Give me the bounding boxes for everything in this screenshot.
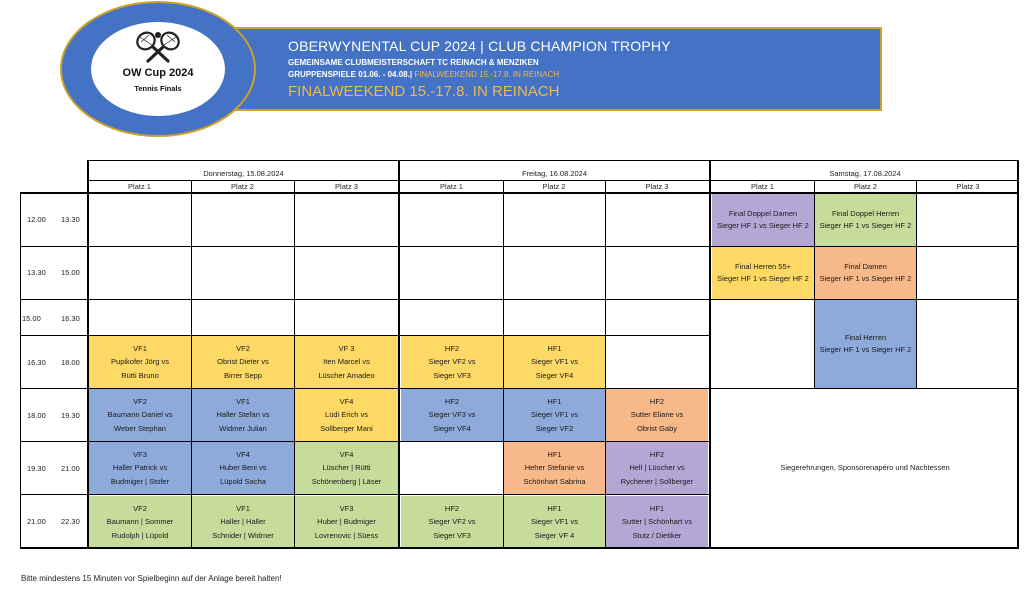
match-line: Baumann Daniel vs — [107, 410, 173, 420]
schedule-table — [20, 160, 1019, 549]
time-start: 19.30 — [27, 464, 46, 473]
grid-line — [814, 180, 815, 389]
time-start: 12.00 — [27, 215, 46, 224]
match-line: Schnider | Widmer — [212, 530, 274, 540]
crossed-tennis-rackets-icon — [126, 30, 190, 66]
grid-line — [1017, 160, 1019, 549]
tournament-subtitle: GEMEINSAME CLUBMEISTERSCHAFT TC REINACH & MENZIKEN — [288, 58, 539, 67]
match-round: VF2 — [133, 503, 147, 513]
grid-line — [916, 180, 917, 389]
match-cell — [295, 336, 398, 388]
ceremony-note: Siegerehrungen, Sponsorenapéro und Nachtessen — [780, 463, 950, 472]
match-line: Sollberger Mani — [320, 423, 373, 433]
final-pairing: Sieger HF 1 vs Sieger HF 2 — [717, 274, 809, 283]
match-line: Lüdi Erich vs — [325, 410, 368, 420]
final-title: Final Doppel Damen — [728, 208, 798, 218]
match-line: Rütti Bruno — [121, 370, 159, 380]
match-line: Lovrenovic | Süess — [314, 530, 379, 540]
match-cell — [401, 389, 503, 441]
final-weekend-small-text: FINALWEEKEND 15.-17.8. IN REINACH — [414, 70, 560, 79]
match-cell — [606, 389, 708, 441]
match-line: Schönhart Sabrina — [523, 476, 586, 486]
court-header: Platz 2 — [231, 182, 254, 191]
time-start: 16.30 — [27, 358, 46, 367]
match-round: HF1 — [547, 449, 562, 459]
day-header: Donnerstag, 15.08.2024 — [203, 169, 284, 178]
match-line: Lüscher Amadeo — [318, 370, 375, 380]
final-pairing: Sieger HF 1 vs Sieger HF 2 — [819, 220, 912, 230]
match-cell — [192, 496, 294, 548]
grid-line — [20, 192, 21, 549]
court-header: Platz 2 — [542, 182, 566, 191]
court-header: Platz 3 — [645, 182, 669, 191]
match-cell — [295, 442, 398, 494]
match-cell — [401, 336, 503, 388]
court-header: Platz 2 — [854, 182, 877, 191]
match-cell — [89, 336, 191, 388]
grid-line — [20, 246, 1019, 247]
grid-line — [20, 547, 1019, 549]
match-round: VF4 — [339, 396, 354, 406]
match-round: HF1 — [547, 503, 562, 513]
time-end: 13.30 — [61, 215, 80, 224]
match-cell — [504, 336, 605, 388]
grid-line — [709, 160, 711, 549]
grid-line — [87, 160, 89, 549]
match-round: VF2 — [133, 396, 147, 406]
final-title: Final Herren 55+ — [734, 262, 792, 271]
grid-line — [191, 180, 192, 549]
match-line: Sieger VF4 — [433, 423, 471, 433]
final-pairing: Sieger HF 1 vs Sieger HF 2 — [717, 220, 809, 230]
match-round: VF4 — [236, 449, 250, 459]
match-round: VF3 — [133, 449, 147, 459]
match-round: HF2 — [444, 503, 460, 513]
logo — [91, 22, 225, 116]
time-start: 13.30 — [27, 268, 46, 277]
match-line: Sutter Eliane vs — [630, 410, 684, 420]
match-cell — [504, 389, 605, 441]
time-start: 18.00 — [27, 411, 46, 420]
grid-line — [20, 299, 1019, 300]
match-cell — [606, 442, 708, 494]
grid-line — [20, 441, 711, 442]
header-banner — [148, 27, 882, 111]
time-end: 15.00 — [61, 268, 80, 277]
grid-line — [294, 180, 295, 549]
tournament-title: OBERWYNENTAL CUP 2024 | CLUB CHAMPION TROPHY — [288, 38, 671, 54]
court-header: Platz 1 — [128, 182, 151, 191]
final-cell — [815, 247, 916, 299]
grid-line — [605, 180, 606, 549]
time-end: 16.30 — [61, 314, 80, 323]
court-header: Platz 3 — [335, 182, 358, 191]
grid-line — [20, 335, 711, 336]
match-line: Haller Patrick vs — [112, 463, 168, 473]
match-line: Haller Stefan vs — [216, 410, 270, 420]
final-pairing: Sieger HF 1 vs Sieger HF 2 — [819, 345, 912, 354]
grid-line — [503, 180, 504, 549]
match-line: Schönenberg | Läser — [311, 476, 382, 486]
match-cell — [504, 442, 605, 494]
match-line: Widmer Julian — [219, 423, 267, 433]
grid-line — [88, 160, 1019, 161]
match-line: Sieger VF2 vs — [428, 517, 476, 527]
final-title: Final Doppel Herren — [831, 208, 900, 218]
court-header: Platz 3 — [956, 182, 980, 191]
grid-line — [20, 494, 711, 495]
match-line: Pupikofer Jörg vs — [111, 357, 169, 367]
footer-note: Bitte mindestens 15 Minuten vor Spielbeginn auf der Anlage bereit halten! — [21, 574, 282, 583]
match-round: VF2 — [236, 343, 250, 353]
grid-line — [20, 388, 1019, 389]
final-cell — [712, 247, 814, 299]
match-cell — [295, 496, 398, 548]
court-header: Platz 1 — [751, 182, 774, 191]
match-line: Weber Stephan — [114, 423, 166, 433]
final-cell — [815, 193, 916, 246]
match-cell — [295, 389, 398, 441]
match-round: VF3 — [339, 503, 354, 513]
match-cell — [192, 442, 294, 494]
match-cell — [89, 442, 191, 494]
time-start: 15.00 — [22, 314, 41, 323]
match-line: Rudolph | Lüpold — [111, 530, 169, 540]
match-line: Obrist Dieter vs — [217, 357, 269, 367]
match-line: Hell | Lüscher vs — [629, 463, 685, 473]
match-round: VF 3 — [338, 343, 355, 353]
time-start: 21.00 — [27, 517, 46, 526]
match-round: VF1 — [236, 396, 250, 406]
match-line: Sutter | Schönhart vs — [622, 517, 692, 527]
match-line: Birrer Sepp — [224, 370, 262, 380]
match-cell — [192, 389, 294, 441]
grid-line — [398, 160, 400, 549]
match-round: HF1 — [547, 343, 562, 353]
match-line: Heher Stefanie vs — [524, 463, 585, 473]
day-header: Samstag, 17.08.2024 — [829, 169, 901, 178]
match-line: Sieger VF1 vs — [530, 517, 579, 527]
final-cell — [712, 193, 814, 246]
match-round: HF1 — [547, 396, 562, 406]
match-cell — [504, 496, 605, 548]
match-line: Stutz / Dietiker — [632, 530, 682, 540]
group-games-text: GRUPPENSPIELE 01.06. - 04.08.| — [288, 70, 413, 79]
match-line: Lüpold Sacha — [220, 476, 266, 486]
match-round: HF2 — [444, 343, 460, 353]
match-line: Iten Marcel vs — [323, 357, 370, 367]
final-weekend-heading: FINALWEEKEND 15.-17.8. IN REINACH — [288, 83, 560, 100]
grid-line — [88, 180, 1019, 181]
match-line: Huber | Budmiger — [317, 517, 376, 527]
match-line: Sieger VF3 — [433, 530, 471, 540]
final-cell — [815, 300, 916, 388]
logo-subtitle: Tennis Finals — [134, 84, 182, 93]
match-line: Baumann | Sommer — [106, 517, 174, 527]
match-line: Lüscher | Rütti — [322, 463, 371, 473]
match-cell — [89, 389, 191, 441]
final-title: Final Damen — [844, 262, 887, 271]
time-end: 18.00 — [61, 358, 80, 367]
match-cell — [401, 496, 503, 548]
match-cell — [192, 336, 294, 388]
match-line: Haller | Haller — [220, 517, 266, 527]
match-line: Sieger VF1 vs — [530, 357, 579, 367]
match-line: Sieger VF4 — [535, 370, 574, 380]
day-header: Freitag, 16.08.2024 — [521, 169, 588, 178]
grid-line — [20, 192, 1019, 194]
time-end: 19.30 — [61, 411, 80, 420]
match-round: HF2 — [444, 396, 460, 406]
final-pairing: Sieger HF 1 vs Sieger HF 2 — [819, 274, 912, 283]
time-end: 22.30 — [61, 517, 80, 526]
match-round: HF2 — [649, 396, 665, 406]
court-header: Platz 1 — [440, 182, 463, 191]
match-round: HF2 — [649, 449, 665, 459]
match-cell — [606, 496, 708, 548]
match-round: VF4 — [339, 449, 354, 459]
match-line: Sieger VF 4 — [534, 530, 575, 540]
logo-title: OW Cup 2024 — [122, 67, 194, 79]
match-round: VF1 — [133, 343, 147, 353]
match-line: Obrist Gaby — [636, 423, 677, 433]
match-line: Sieger VF3 vs — [428, 410, 476, 420]
tournament-dates — [288, 70, 559, 79]
match-line: Rychener | Sollberger — [620, 476, 694, 486]
match-line: Sieger VF3 — [433, 370, 471, 380]
time-end: 21.00 — [61, 464, 80, 473]
match-line: Huber Beni vs — [219, 463, 267, 473]
match-line: Budmiger | Stofer — [110, 476, 170, 486]
match-round: HF1 — [649, 503, 665, 513]
match-round: VF1 — [236, 503, 250, 513]
match-line: Sieger VF1 vs — [530, 410, 579, 420]
match-cell — [89, 496, 191, 548]
match-line: Sieger VF2 vs — [428, 357, 476, 367]
final-title: Final Herren — [844, 333, 887, 342]
match-line: Sieger VF2 — [535, 423, 574, 433]
